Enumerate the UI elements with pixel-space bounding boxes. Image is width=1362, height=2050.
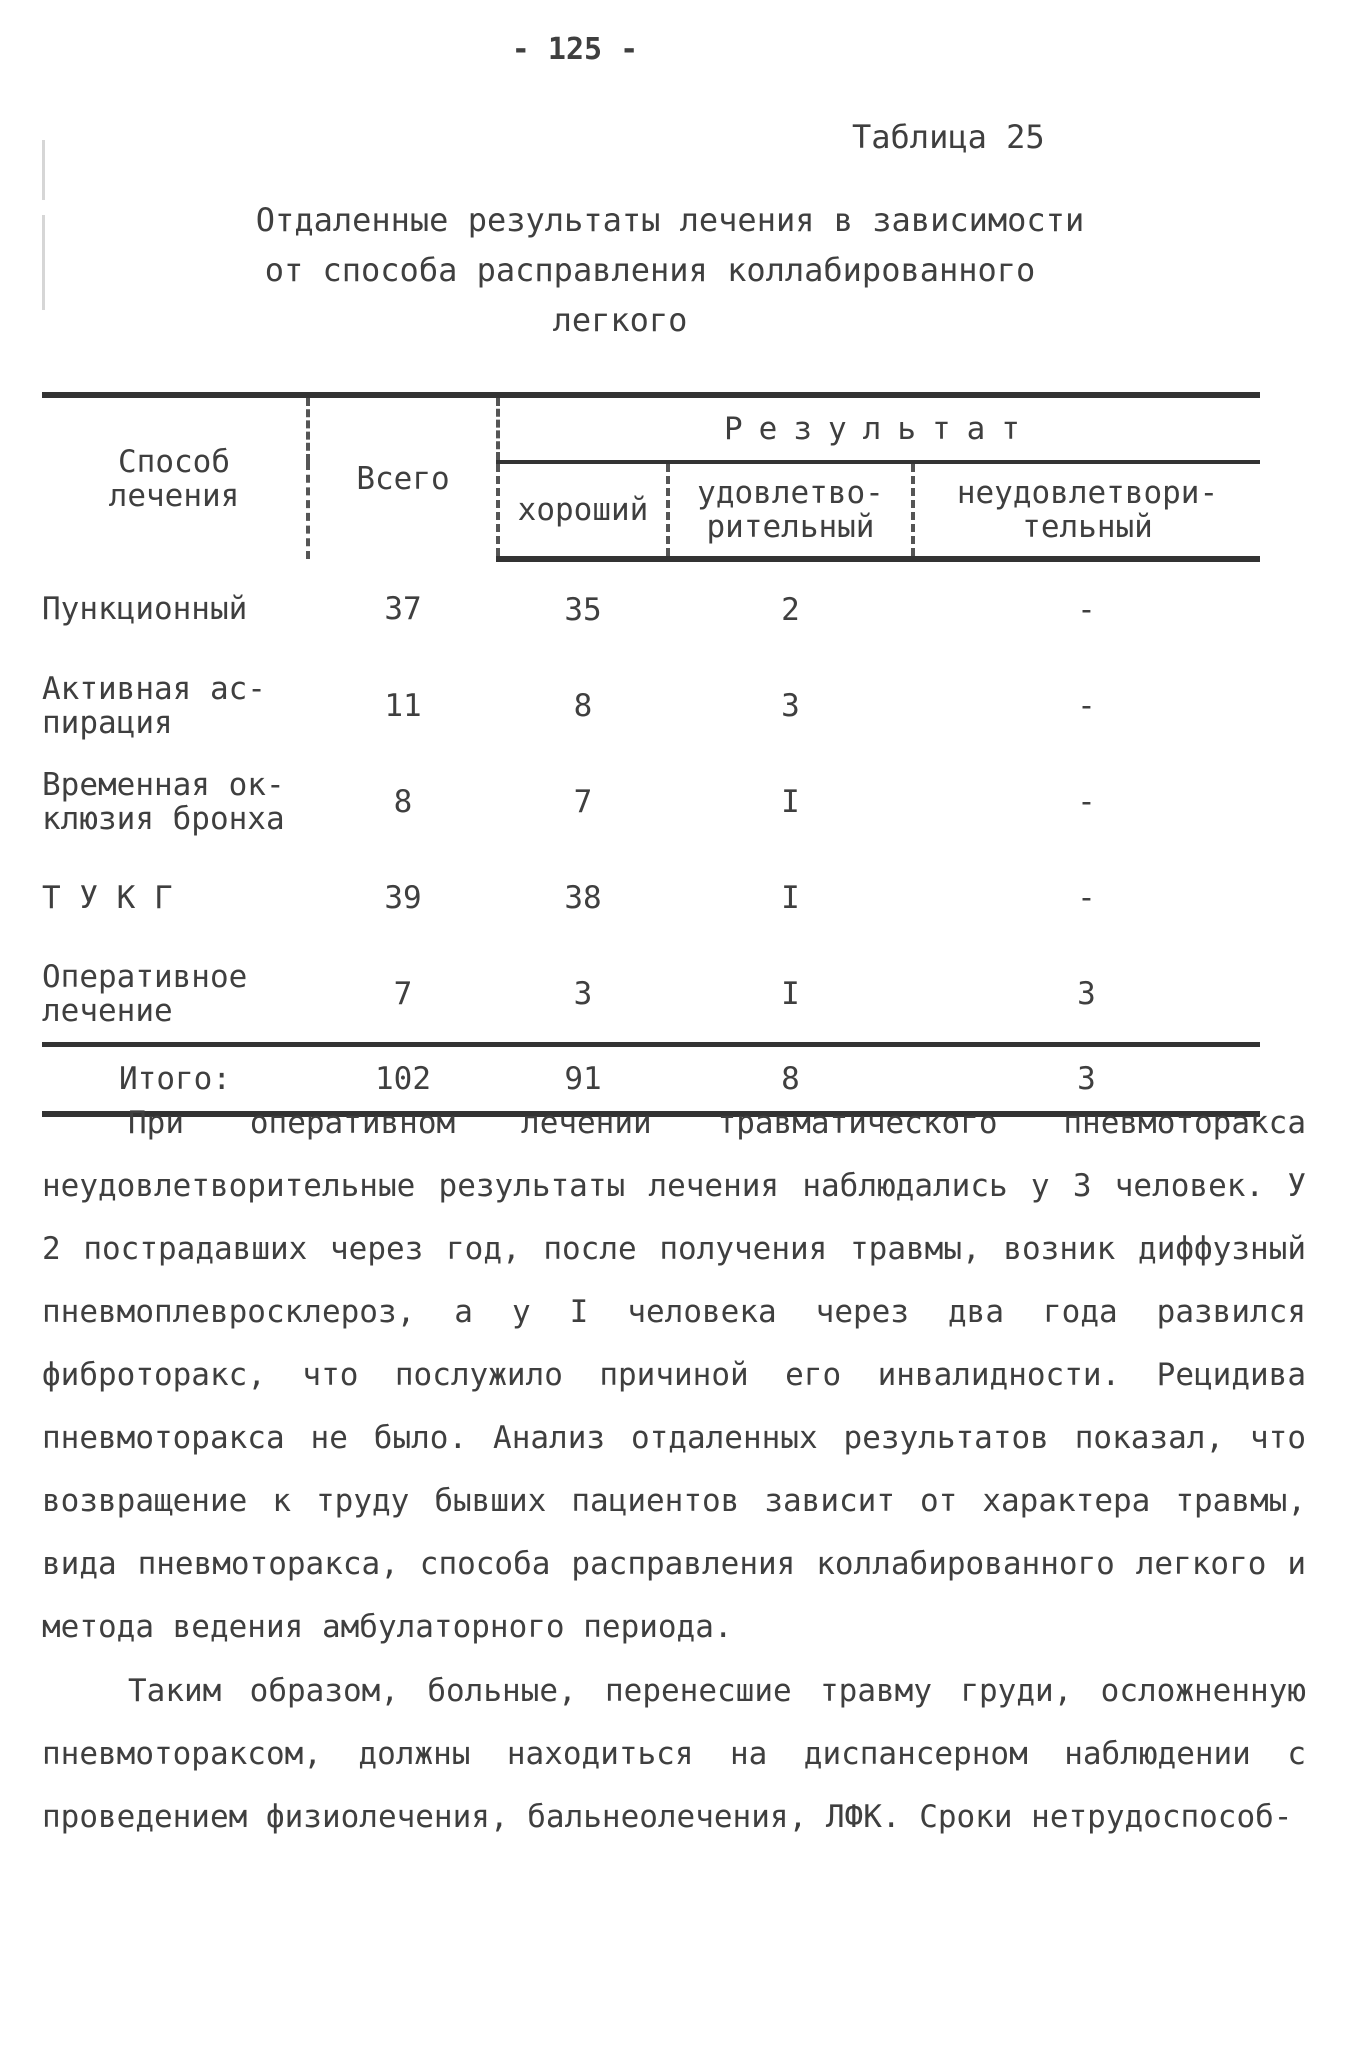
row-good: 38 (564, 880, 602, 916)
row-satisfactory: I (668, 946, 913, 1045)
row-unsatisfactory: 3 (913, 946, 1260, 1045)
row-total: 11 (384, 688, 422, 724)
table-title-line-2: от способа расправления коллабированного (264, 251, 1036, 289)
row-total: 37 (384, 590, 422, 627)
table-title-line-1: Отдаленные результаты лечения в зависимости (255, 201, 1085, 239)
row-method: Активная ас- пирация (42, 671, 266, 741)
table-row (42, 754, 1260, 850)
table-title-line-3: легкого (552, 301, 688, 339)
row-satisfactory: I (781, 784, 800, 820)
row-satisfactory: I (781, 880, 800, 916)
header-total: Всего (308, 395, 498, 559)
row-satisfactory: 2 (781, 592, 800, 628)
table-row (42, 559, 1260, 658)
row-good: 8 (573, 688, 593, 724)
header-method: Способ лечения (42, 395, 308, 559)
row-total: 7 (308, 946, 498, 1045)
table-row (42, 946, 1260, 1045)
row-method: Временная ок- клюзия бронха (42, 767, 285, 837)
table-row (42, 658, 1260, 754)
paragraph: Таким образом, больные, перенесшие травму груди, осложненную пневмотораксом, должны находиться на диспансерном наблюдении с проведением физиолечения, бальнеолечения, ЛФК. Сроки нетрудоспособ- (42, 1673, 1306, 1835)
row-total: 8 (393, 784, 413, 820)
row-satisfactory: 3 (781, 688, 800, 724)
total-good: 91 (498, 1045, 668, 1115)
row-good: 3 (498, 946, 668, 1045)
row-unsatisfactory: - (1077, 784, 1096, 820)
results-table (42, 392, 1260, 1117)
row-unsatisfactory: - (1077, 592, 1096, 628)
header-satisfactory: удовлетво- рительный (668, 462, 913, 559)
total-satisfactory: 8 (668, 1045, 913, 1115)
row-method: Оперативное лечение (42, 946, 308, 1045)
table-number: Таблица 25 (852, 118, 1045, 156)
total-all: 102 (308, 1045, 498, 1115)
row-unsatisfactory: - (1077, 880, 1096, 916)
margin-mark (42, 140, 45, 200)
total-unsatisfactory: 3 (913, 1045, 1260, 1115)
row-unsatisfactory: - (1077, 688, 1096, 724)
header-unsatisfactory: неудовлетвори- тельный (913, 462, 1260, 559)
total-label: Итого: (42, 1045, 308, 1115)
paragraph: При оперативном лечении травматического пневмоторакса неудовлетворительные результаты лечения наблюдались у 3 человек. У 2 пострадавших через год, после получения травмы, возник диффузный пневмоплевросклероз, а у I человека через два года развился фиброторакс, что послужило причиной его инвалидности. Рецидива пневмоторакса не было. Анализ отдаленных результатов показал, что возвращение к труду бывших пациентов зависит от характера травмы, вида пневмоторакса, способа расправления коллабированного легкого и метода ведения амбулаторного периода. (42, 1105, 1306, 1645)
row-method: Т У К Г (42, 880, 173, 916)
header-result: Результат (498, 395, 1260, 462)
row-good: 7 (573, 784, 593, 820)
page-number: - 125 - (511, 32, 639, 67)
row-method: Пункционный (42, 590, 248, 627)
header-good: хороший (498, 462, 668, 559)
row-total: 39 (384, 880, 422, 916)
table-header-row-1 (42, 395, 1260, 462)
table-row (42, 850, 1260, 946)
row-good: 35 (564, 592, 602, 628)
